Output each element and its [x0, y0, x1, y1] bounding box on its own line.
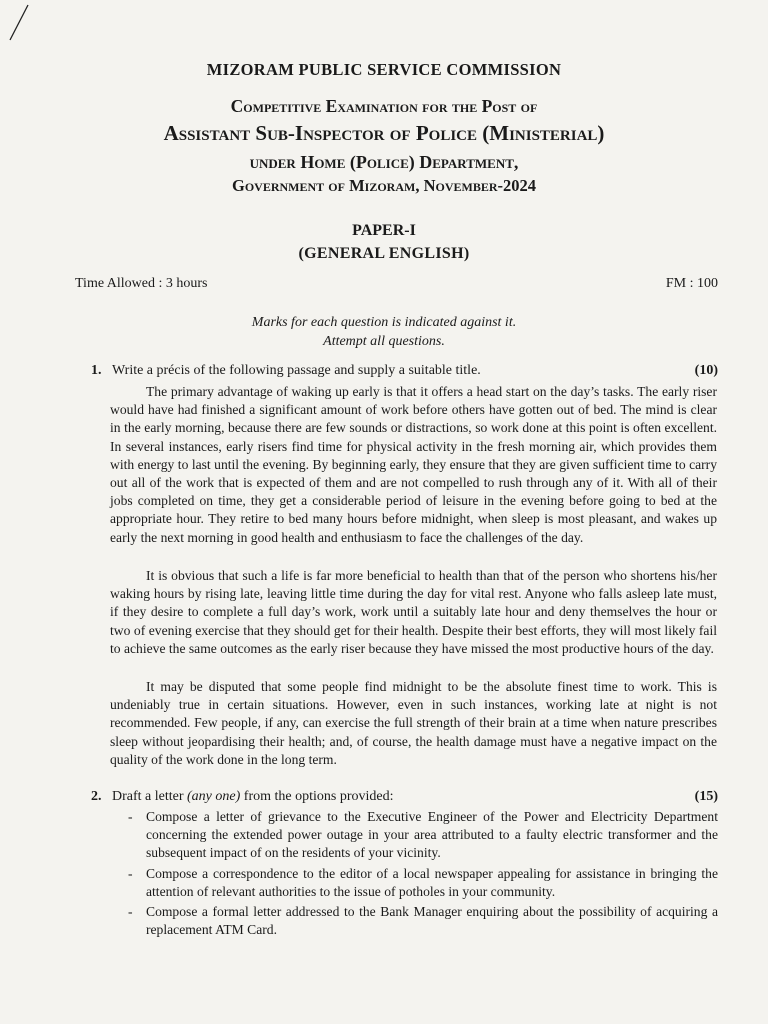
letter-option: - Compose a correspondence to the editor of a local newspaper appealing for assistance in bringing the attention of relevant authorities to the issue of potholes in your community.	[128, 865, 718, 899]
exam-line: Competitive Examination for the Post of	[230, 96, 538, 116]
commission-title: MIZORAM PUBLIC SERVICE COMMISSION	[206, 60, 562, 79]
question-1-marks: (10)	[694, 363, 718, 378]
full-marks: FM : 100	[665, 276, 718, 291]
time-allowed: Time Allowed : 3 hours	[75, 276, 208, 291]
paper-number: PAPER-I	[352, 222, 416, 239]
marks-instruction: Marks for each question is indicated against it.	[251, 315, 517, 330]
passage-paragraph-3: It may be disputed that some people find midnight to be the absolute finest time to work. This is undeniably true in certain situations. However, even in such instances, working late at night is not recommended. Few people, if any, can exercise the full strength of their brain at a time when nature prescribes sleep without jeopardising their health; and, of course, the health damage must have a negative impact on the quality of the work done in the long term.	[110, 679, 717, 767]
paper-subject: (GENERAL ENGLISH)	[298, 245, 470, 262]
passage-paragraph-2: It is obvious that such a life is far more beneficial to health than that of the person who shortens his/her waking hours by rising late, leaving little time during the day for vital rest. Anyone who falls asleep late must, if they desire to complete a full day’s work, work until a suitably late hour and deny themselves the hour or two of evening exercise that they should get for their health. Despite their best efforts, they will most likely fail to achieve the same outcomes as the early riser because they have missed the most productive hours of the day.	[110, 568, 717, 656]
question-2-marks: (15)	[694, 789, 718, 804]
question-1-prompt: Write a précis of the following passage and supply a suitable title.	[112, 363, 481, 378]
attempt-instruction: Attempt all questions.	[323, 334, 445, 349]
bullet-dash: -	[128, 809, 133, 824]
letter-option: - Compose a formal letter addressed to the Bank Manager enquiring about the possibility of acquiring a replacement ATM Card.	[128, 904, 718, 938]
question-2-number: 2.	[91, 789, 102, 804]
question-1-number: 1.	[91, 363, 102, 378]
letter-option: - Compose a letter of grievance to the Executive Engineer of the Power and Electricity Department concerning the extended power outage in your area attributed to a faulty electric transformer and the subsequent impact of on the residents of your vicinity.	[128, 809, 718, 861]
pen-mark-icon	[2, 2, 32, 44]
bullet-dash: -	[128, 904, 133, 920]
passage-paragraph-1: The primary advantage of waking up early is that it offers a head start on the day’s tasks. The early riser would have had finished a significant amount of work before others have gotten out of bed. The mind is clear in the early morning, because there are few sounds or distractions, so work done at this point is often excellent. In several instances, early risers find time for physical activity in the fresh morning air, which provides them with energy to last until the evening. By beginning early, they ensure that they are given sufficient time to carry out all of the work that is expected of them and are not compelled to rush through any of it. With all of their jobs completed on time, they get a considerable period of leisure in the evening before going to bed at the appropriate hour. They retire to bed many hours before midnight, when sleep is most pleasant, and wakes up early the next morning in good health and enthusiasm to face the challenges of the day.	[110, 384, 717, 545]
post-title: Assistant Sub-Inspector of Police (Ministerial)	[163, 121, 605, 145]
bullet-dash: -	[128, 865, 133, 881]
question-2-prompt: Draft a letter (any one) from the options provided:	[112, 789, 394, 804]
letter-options-list	[128, 808, 718, 941]
government-line: Government of Mizoram, November-2024	[232, 176, 536, 195]
department-line: under Home (Police) Department,	[249, 152, 519, 172]
